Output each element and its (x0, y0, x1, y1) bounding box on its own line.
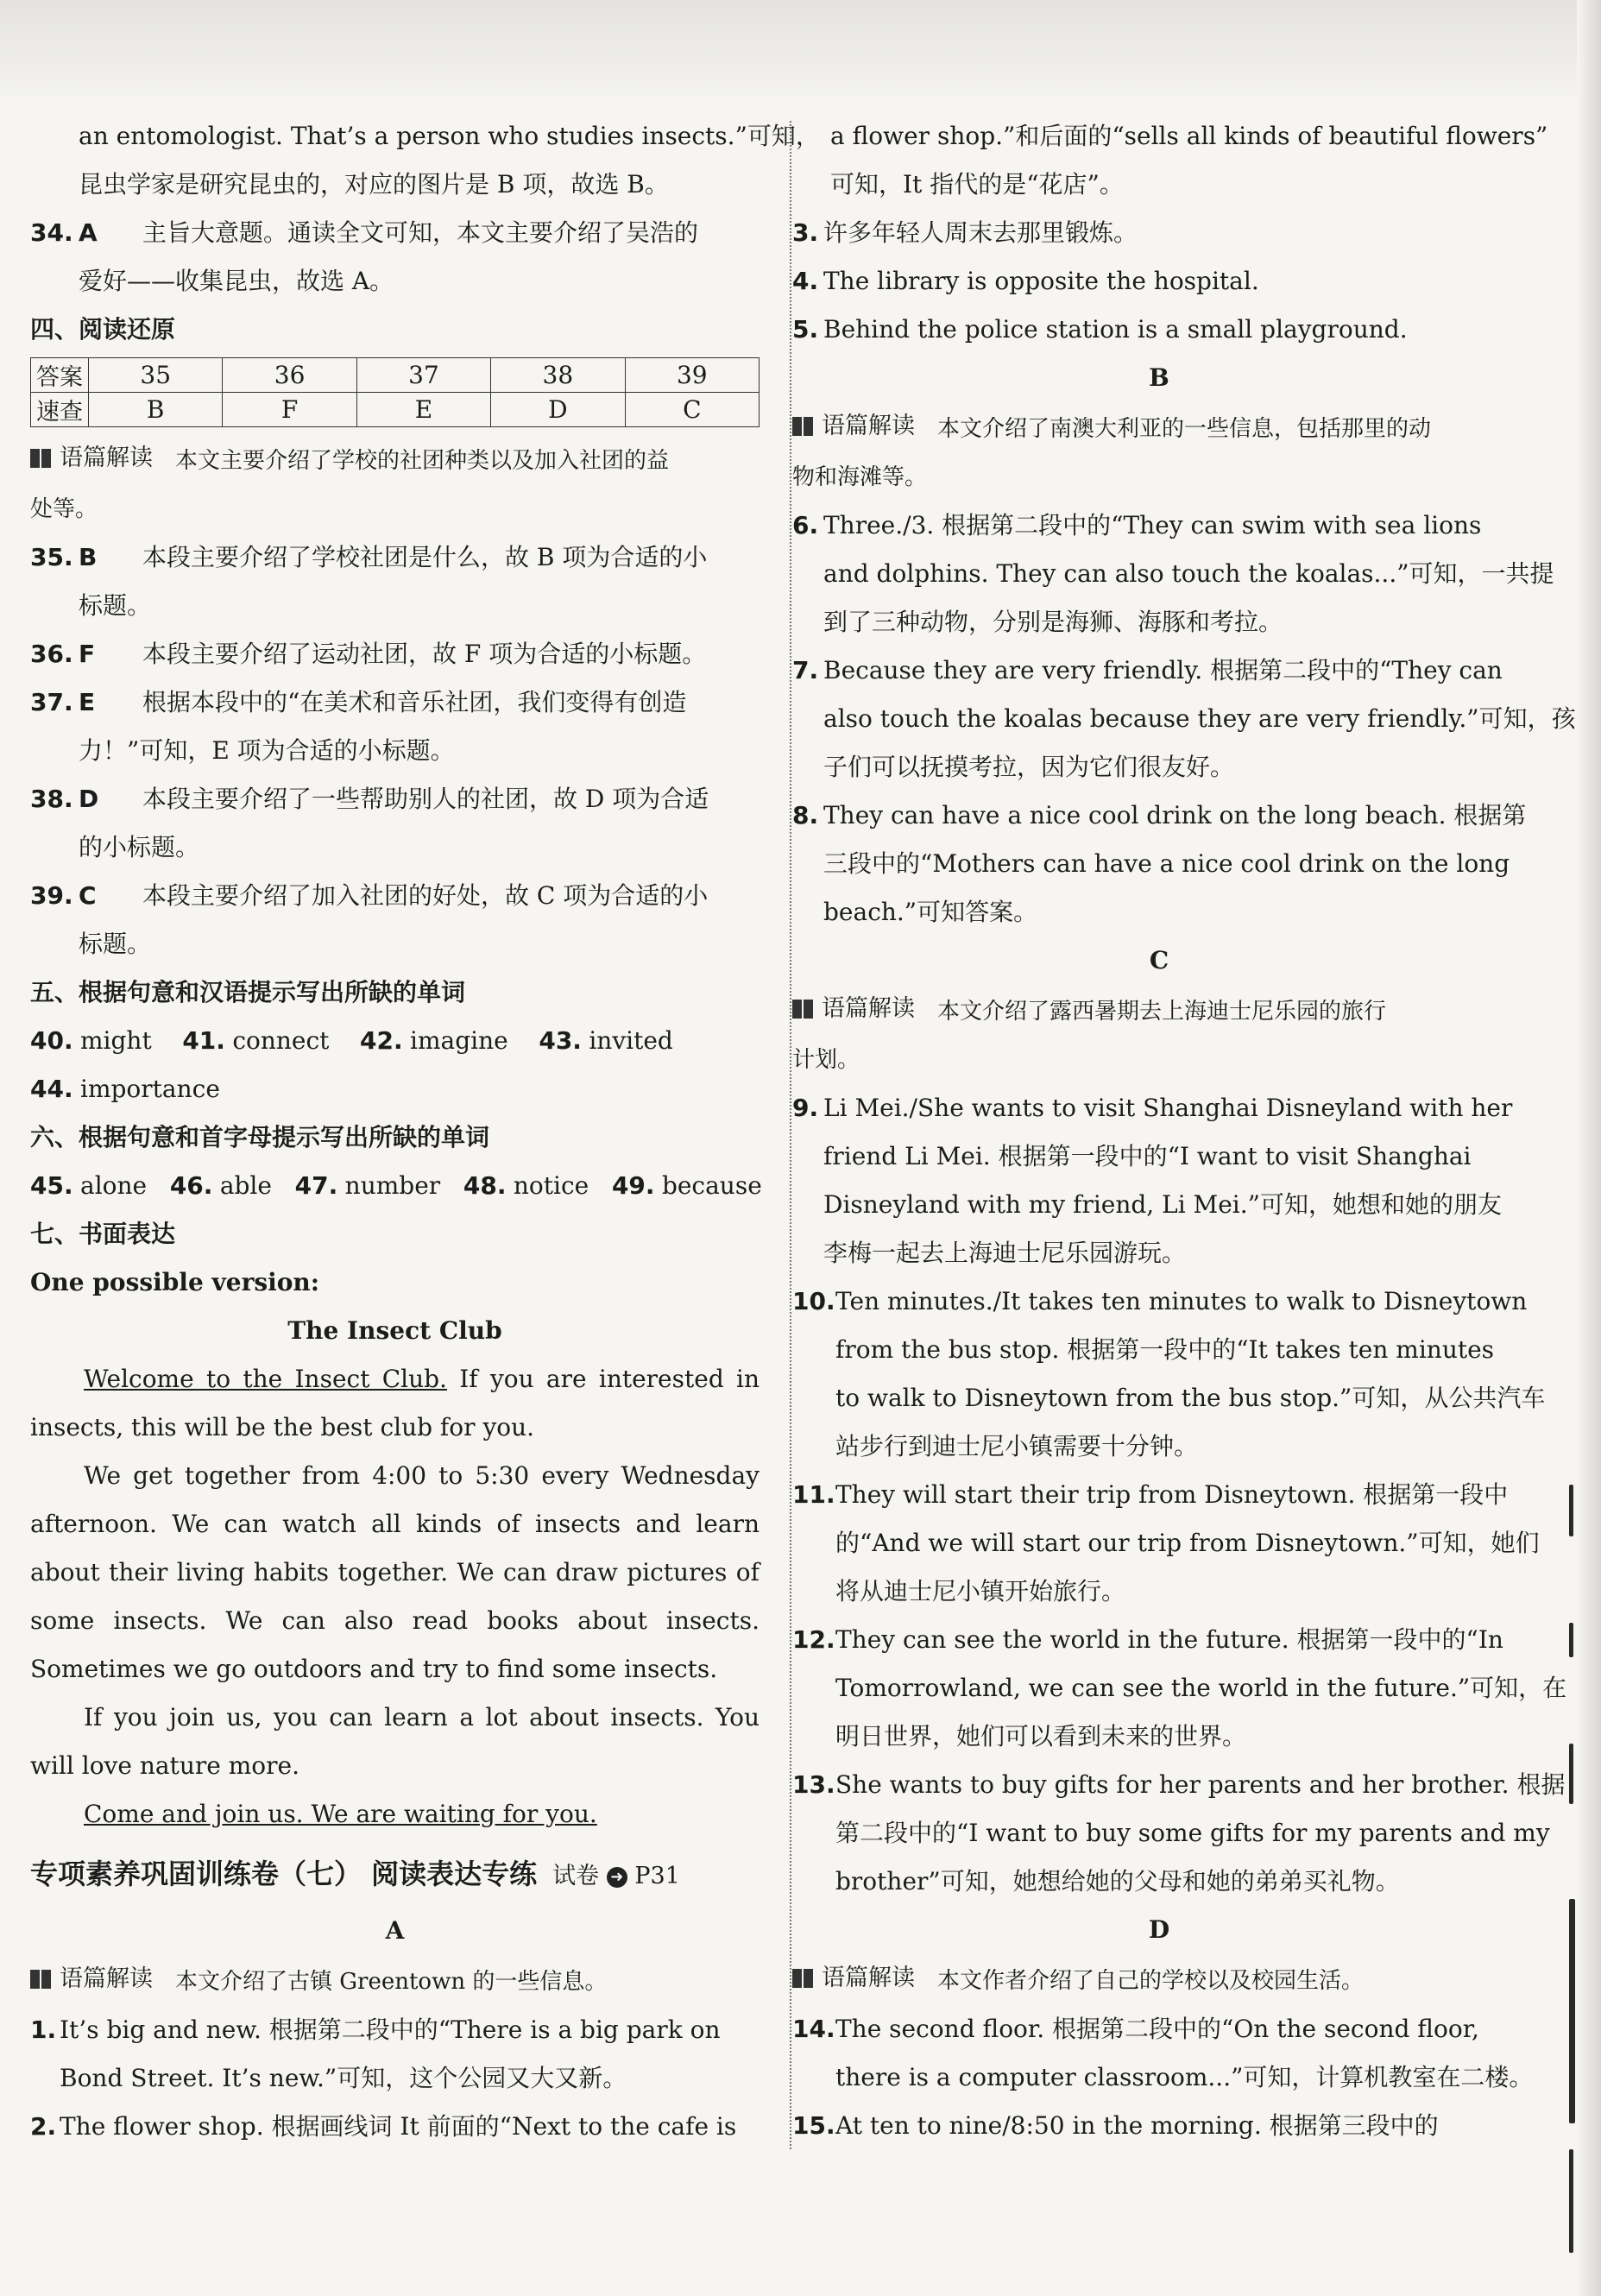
table-cell-answer: D (491, 393, 625, 427)
item-number: 2. (30, 2112, 57, 2141)
underlined-sentence: Welcome to the Insect Club. (84, 1365, 447, 1393)
item-word: invited (589, 1026, 673, 1055)
answer-quick-check-table (30, 357, 760, 427)
label-text: 语篇解读 (60, 445, 153, 471)
q2-continued-line: a flower shop.”和后面的“sells all kinds of beautiful flowers” (830, 122, 1548, 150)
item-explanation: 明日世界，她们可以看到未来的世界。 (835, 1722, 1247, 1750)
passage-interpretation (792, 985, 1526, 1036)
item-explanation: 三段中的“Mothers can have a nice cool drink on the long (823, 849, 1510, 878)
item-number: 13. (792, 1770, 835, 1799)
page-reference (552, 1863, 680, 1889)
item-number: 5. (792, 315, 819, 344)
essay-paragraph (30, 1790, 760, 1839)
section-heading: 七、书面表达 (30, 1220, 176, 1248)
label-text: 语篇解读 (822, 1965, 915, 1991)
item-word: imagine (410, 1026, 508, 1055)
scan-right-edge (1577, 0, 1601, 2296)
section-title-text: 专项素养巩固训练卷（七） 阅读表达专练 (30, 1858, 538, 1890)
item-number: 14. (792, 2015, 835, 2043)
item-explanation: also touch the koalas because they are very friendly.”可知，孩 (823, 704, 1576, 733)
underlined-sentence: Come and join us. We are waiting for you. (84, 1800, 597, 1828)
item-word: importance (80, 1075, 220, 1103)
label-text: 语篇解读 (822, 995, 915, 1022)
paragraph-text: If you are interested in insects, this will be the best club for you. (30, 1365, 760, 1441)
item-explanation: She wants to buy gifts for her parents and her brother. 根据 (835, 1770, 1566, 1799)
item-number: 48. (463, 1171, 507, 1200)
item-explanation: The second floor. 根据第二段中的“On the second floor, (835, 2015, 1479, 2043)
label-text: 语篇解读 (822, 413, 915, 439)
table-cell-answer: F (223, 393, 356, 427)
item-answer: D (79, 785, 99, 813)
essay-title: The Insect Club (287, 1316, 502, 1345)
interpretation-text: 物和海滩等。 (792, 464, 928, 490)
interpretation-text: 计划。 (792, 1047, 860, 1073)
item-explanation: 力！”可知，E 项为合适的小标题。 (79, 736, 455, 765)
binding-mark (1569, 1744, 1573, 1804)
book-icon (792, 1000, 813, 1019)
q2-continued-line: 可知，It 指代的是“花店”。 (830, 170, 1124, 199)
item-explanation: 第二段中的“I want to buy some gifts for my parents and my (835, 1819, 1550, 1847)
word-answer (170, 1171, 272, 1200)
arrow-right-icon: ➜ (607, 1867, 627, 1888)
word-answers-row (30, 1065, 760, 1113)
item-number: 44. (30, 1075, 73, 1103)
item-explanation: Behind the police station is a small playground. (823, 315, 1408, 344)
answer-item-11 (792, 1471, 1526, 1519)
item-number: 39. (30, 881, 73, 910)
word-answers-row (30, 1162, 760, 1210)
item-explanation: 到了三种动物，分别是海狮、海豚和考拉。 (823, 608, 1283, 636)
item-number: 3. (792, 218, 819, 247)
item-number: 43. (539, 1026, 582, 1055)
interpretation-text: 处等。 (30, 496, 98, 522)
item-explanation: 爱好——收集昆虫，故选 A。 (79, 267, 394, 295)
book-icon (30, 1970, 51, 1989)
item-explanation: Bond Street. It’s new.”可知，这个公园又大又新。 (60, 2064, 627, 2092)
scan-top-shadow (0, 0, 1601, 97)
answer-item-36 (30, 630, 760, 678)
item-number: 49. (611, 1171, 655, 1200)
word-answer (30, 1026, 152, 1055)
answer-item-38 (30, 775, 760, 823)
item-word: because (661, 1171, 762, 1200)
answer-item-10 (792, 1277, 1526, 1326)
item-explanation: beach.”可知答案。 (823, 898, 1038, 926)
item-explanation: They can see the world in the future. 根据第一段中的“In (835, 1625, 1503, 1654)
answer-item-8 (792, 792, 1526, 840)
table-label: 答案 (31, 358, 89, 393)
word-answer (539, 1026, 673, 1055)
item-explanation: Li Mei./She wants to visit Shanghai Disneyland with her (823, 1094, 1513, 1122)
word-answer (463, 1171, 589, 1200)
answer-item-34 (30, 209, 760, 257)
table-cell-answer: B (89, 393, 223, 427)
item-number: 47. (294, 1171, 338, 1200)
item-number: 4. (792, 267, 819, 295)
item-explanation: 许多年轻人周末去那里锻炼。 (823, 218, 1138, 247)
answer-item-39 (30, 872, 760, 920)
essay-paragraph: We get together from 4:00 to 5:30 every Wednesday afternoon. We can watch all kinds of insects and learn about their living habits together. We can draw pictures of some insects. We can also read books about insects. Sometimes we go outdoors and try to find some insects. (30, 1461, 760, 1683)
binding-mark (1569, 2149, 1573, 2253)
item-explanation: 根据本段中的“在美术和音乐社团，我们变得有创造 (142, 688, 687, 716)
item-explanation: 本段主要介绍了一些帮助别人的社团，故 D 项为合适 (142, 785, 709, 813)
answer-item-7 (792, 647, 1526, 695)
word-answers-row (30, 1017, 760, 1065)
item-explanation: to walk to Disneytown from the bus stop.”可知，从公共汽车 (835, 1384, 1546, 1412)
q33-continued-line: 昆虫学家是研究昆虫的，对应的图片是 B 项，故选 B。 (79, 170, 669, 199)
interpretation-text: 本文介绍了南澳大利亚的一些信息，包括那里的动 (937, 416, 1432, 442)
passage-interpretation-label (792, 402, 915, 451)
passage-interpretation (30, 1955, 760, 2006)
item-explanation: They can have a nice cool drink on the long beach. 根据第 (823, 801, 1527, 829)
item-explanation: 标题。 (79, 591, 152, 620)
item-explanation: At ten to nine/8:50 in the morning. 根据第三段中的 (835, 2111, 1439, 2140)
item-explanation: Tomorrowland, we can see the world in the future.”可知，在 (835, 1674, 1567, 1702)
item-explanation: from the bus stop. 根据第一段中的“It takes ten minutes (835, 1335, 1495, 1364)
answer-item-2 (30, 2103, 760, 2151)
page-number: P31 (634, 1863, 680, 1889)
essay-paragraph (30, 1355, 760, 1452)
item-explanation: 本段主要介绍了学校社团是什么，故 B 项为合适的小 (142, 543, 708, 571)
answer-item-9 (792, 1084, 1526, 1132)
item-number: 45. (30, 1171, 73, 1200)
answer-item-15 (792, 2102, 1526, 2150)
section-heading: 五、根据句意和汉语提示写出所缺的单词 (30, 978, 466, 1006)
item-explanation: 李梅一起去上海迪士尼乐园游玩。 (823, 1239, 1187, 1267)
table-cell-answer: C (625, 393, 759, 427)
item-explanation: 站步行到迪士尼小镇需要十分钟。 (835, 1432, 1199, 1460)
item-number: 10. (792, 1287, 835, 1315)
interpretation-text: 本文主要介绍了学校的社团种类以及加入社团的益 (175, 448, 670, 474)
answer-item-13 (792, 1761, 1566, 1809)
item-explanation: 标题。 (79, 930, 152, 958)
passage-interpretation-label (792, 985, 915, 1033)
item-answer: F (79, 640, 96, 668)
table-cell-number: 37 (356, 358, 490, 393)
passage-letter: C (1149, 946, 1169, 975)
table-cell-number: 39 (625, 358, 759, 393)
passage-interpretation (792, 402, 1526, 453)
item-number: 41. (182, 1026, 225, 1055)
answer-item-3 (792, 209, 1526, 257)
table-cell-number: 35 (89, 358, 223, 393)
item-number: 34. (30, 218, 73, 247)
answer-item-5 (792, 306, 1526, 354)
answer-item-14 (792, 2005, 1526, 2053)
passage-interpretation-label (30, 434, 153, 483)
item-number: 12. (792, 1625, 835, 1654)
item-answer: E (79, 688, 96, 716)
word-answer (295, 1171, 441, 1200)
item-number: 46. (169, 1171, 213, 1200)
item-explanation: 子们可以抚摸考拉，因为它们很友好。 (823, 753, 1235, 781)
item-explanation: 的小标题。 (79, 833, 200, 861)
item-number: 15. (792, 2111, 835, 2140)
item-explanation: They will start their trip from Disneytown. 根据第一段中 (835, 1480, 1509, 1509)
binding-mark (1569, 1485, 1573, 1536)
word-answer (30, 1075, 220, 1103)
q33-continued-line: an entomologist. That’s a person who studies insects.”可知， (79, 122, 820, 150)
item-number: 8. (792, 801, 819, 829)
item-answer: A (79, 218, 98, 247)
item-word: notice (513, 1171, 589, 1200)
item-word: connect (232, 1026, 330, 1055)
item-word: alone (80, 1171, 148, 1200)
binding-mark (1569, 1899, 1575, 2123)
item-word: might (80, 1026, 152, 1055)
item-number: 7. (792, 656, 819, 684)
item-explanation: The library is opposite the hospital. (823, 267, 1259, 295)
passage-interpretation (30, 434, 760, 485)
word-answer (182, 1026, 329, 1055)
item-explanation: Three./3. 根据第二段中的“They can swim with sea lions (823, 511, 1482, 539)
answer-item-12 (792, 1616, 1526, 1664)
item-explanation: there is a computer classroom...”可知，计算机教室在二楼。 (835, 2063, 1534, 2091)
passage-interpretation-label (792, 1954, 915, 2003)
answer-item-37 (30, 678, 760, 727)
column-divider (790, 121, 791, 2149)
answer-item-35 (30, 533, 760, 582)
book-icon (792, 417, 813, 436)
passage-letter: D (1148, 1915, 1170, 1944)
item-number: 6. (792, 511, 819, 539)
item-number: 36. (30, 640, 73, 668)
section-heading: 六、根据句意和首字母提示写出所缺的单词 (30, 1123, 490, 1151)
item-explanation: The flower shop. 根据画线词 It 前面的“Next to the cafe is (60, 2112, 737, 2141)
item-number: 42. (360, 1026, 403, 1055)
interpretation-text: 本文介绍了古镇 Greentown 的一些信息。 (175, 1969, 608, 1995)
section-heading: 四、阅读还原 (30, 315, 176, 344)
item-number: 9. (792, 1094, 819, 1122)
item-explanation: Ten minutes./It takes ten minutes to walk to Disneytown (835, 1287, 1528, 1315)
item-explanation: 的“And we will start our trip from Disneytown.”可知，她们 (835, 1529, 1540, 1557)
right-column (792, 112, 1576, 2150)
passage-interpretation (792, 1954, 1526, 2005)
item-explanation: brother”可知，她想给她的父母和她的弟弟买礼物。 (835, 1867, 1400, 1895)
item-explanation: 将从迪士尼小镇开始旅行。 (835, 1577, 1126, 1605)
item-answer: C (79, 881, 97, 910)
version-label: One possible version: (30, 1268, 320, 1296)
exercise-section-title (30, 1844, 760, 1907)
item-number: 1. (30, 2015, 57, 2044)
item-word: number (344, 1171, 441, 1200)
item-number: 38. (30, 785, 73, 813)
item-explanation: 主旨大意题。通读全文可知，本文主要介绍了吴浩的 (142, 218, 699, 247)
item-number: 37. (30, 688, 73, 716)
answer-item-6 (792, 501, 1526, 550)
passage-interpretation-label (30, 1955, 153, 2003)
item-explanation: friend Li Mei. 根据第一段中的“I want to visit Shanghai (823, 1142, 1472, 1170)
item-explanation: 本段主要介绍了运动社团，故 F 项为合适的小标题。 (142, 640, 707, 668)
table-label: 速查 (31, 393, 89, 427)
essay-paragraph: If you join us, you can learn a lot about insects. You will love nature more. (30, 1703, 760, 1780)
item-number: 35. (30, 543, 73, 571)
item-explanation: It’s big and new. 根据第二段中的“There is a big park on (60, 2015, 721, 2044)
word-answer (30, 1171, 147, 1200)
binding-mark (1569, 1623, 1573, 1657)
item-number: 40. (30, 1026, 73, 1055)
passage-letter: A (385, 1916, 405, 1945)
word-answer (360, 1026, 508, 1055)
book-icon (30, 449, 51, 468)
item-explanation: Disneyland with my friend, Li Mei.”可知，她想和她的朋友 (823, 1190, 1502, 1219)
table-cell-answer: E (356, 393, 490, 427)
table-cell-number: 38 (491, 358, 625, 393)
answer-item-1 (30, 2006, 760, 2054)
interpretation-text: 本文介绍了露西暑期去上海迪士尼乐园的旅行 (937, 999, 1387, 1025)
interpretation-text: 本文作者介绍了自己的学校以及校园生活。 (937, 1968, 1365, 1994)
word-answer (612, 1171, 762, 1200)
item-explanation: and dolphins. They can also touch the koalas...”可知，一共提 (823, 559, 1554, 588)
book-icon (792, 1969, 813, 1988)
item-explanation: Because they are very friendly. 根据第二段中的“They can (823, 656, 1503, 684)
item-number: 11. (792, 1480, 835, 1509)
answer-item-4 (792, 257, 1526, 306)
passage-letter: B (1149, 363, 1169, 392)
table-cell-number: 36 (223, 358, 356, 393)
item-answer: B (79, 543, 98, 571)
label-text: 语篇解读 (60, 1965, 153, 1992)
page-ref-label: 试卷 (552, 1863, 600, 1889)
item-explanation: 本段主要介绍了加入社团的好处，故 C 项为合适的小 (142, 881, 709, 910)
item-word: able (219, 1171, 272, 1200)
